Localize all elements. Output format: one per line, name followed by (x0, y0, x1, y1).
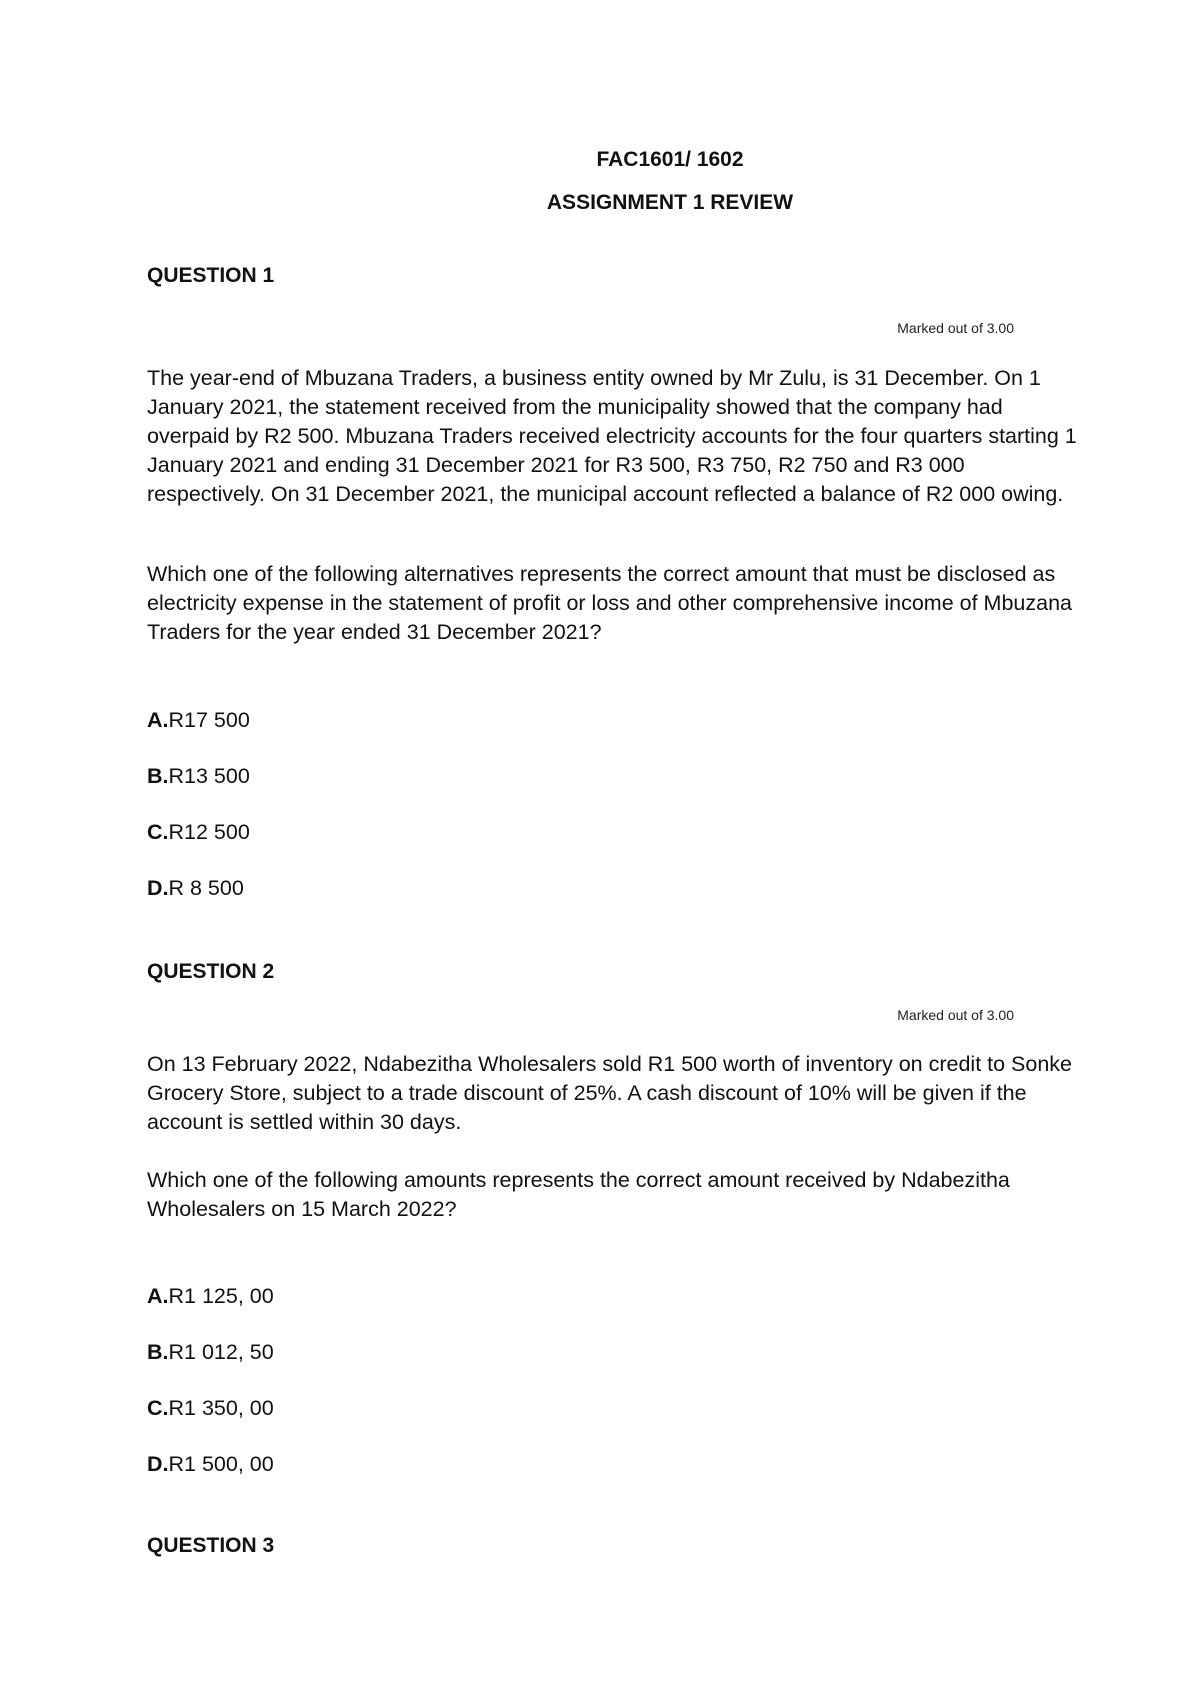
option-letter: C. (147, 820, 169, 844)
question-2-prompt: Which one of the following amounts represents the correct amount received by Ndabezitha Wholesalers on 15 March 2022? (147, 1168, 1010, 1221)
question-3-heading: QUESTION 3 (147, 1534, 275, 1557)
question-2-scenario: On 13 February 2022, Ndabezitha Wholesalers sold R1 500 worth of inventory on credit to Sonke Grocery Store, subject to a trade discount of 25%. A cash discount of 10% will be given if the account is settled within 30 days. (147, 1052, 1073, 1134)
option-letter: B. (147, 764, 169, 788)
question-2-option-d (147, 1452, 274, 1477)
option-text: R1 350, 00 (168, 1396, 274, 1420)
option-letter: C. (147, 1396, 169, 1420)
option-letter: D. (147, 1452, 169, 1476)
question-2-option-b (147, 1340, 274, 1365)
option-letter: A. (147, 1284, 169, 1308)
document-title: ASSIGNMENT 1 REVIEW (546, 191, 794, 214)
option-text: R1 012, 50 (168, 1340, 274, 1364)
option-letter: A. (147, 708, 169, 732)
question-1-marks: Marked out of 3.00 (897, 320, 1014, 336)
course-code: FAC1601/ 1602 (596, 148, 744, 171)
option-text: R17 500 (168, 708, 250, 732)
question-1-heading: QUESTION 1 (147, 264, 275, 287)
question-1-option-c (147, 820, 250, 845)
option-text: R1 500, 00 (168, 1452, 274, 1476)
question-2-marks: Marked out of 3.00 (897, 1007, 1014, 1023)
option-text: R 8 500 (168, 876, 244, 900)
option-text: R13 500 (168, 764, 250, 788)
option-letter: B. (147, 1340, 169, 1364)
question-1-scenario: The year-end of Mbuzana Traders, a business entity owned by Mr Zulu, is 31 December. On 1 January 2021, the statement received from the municipality showed that the company had overpaid by R2 500. Mbuzana Traders received electricity accounts for the four quarters starting 1 January 2021 and ending 31 December 2021 for R3 500, R3 750, R2 750 and R3 000 respectively. On 31 December 2021, the municipal account reflected a balance of R2 000 owing. (147, 366, 1077, 506)
option-text: R12 500 (168, 820, 250, 844)
question-2-option-c (147, 1396, 274, 1421)
option-letter: D. (147, 876, 169, 900)
question-1-option-d (147, 876, 244, 901)
question-2-heading: QUESTION 2 (147, 960, 275, 983)
option-text: R1 125, 00 (168, 1284, 274, 1308)
question-1-option-b (147, 764, 250, 789)
question-2-option-a (147, 1284, 274, 1309)
question-1-prompt: Which one of the following alternatives represents the correct amount that must be disclosed as electricity expense in the statement of profit or loss and other comprehensive income of Mbuzana Traders for the year ended 31 December 2021? (147, 562, 1072, 644)
question-1-option-a (147, 708, 250, 733)
